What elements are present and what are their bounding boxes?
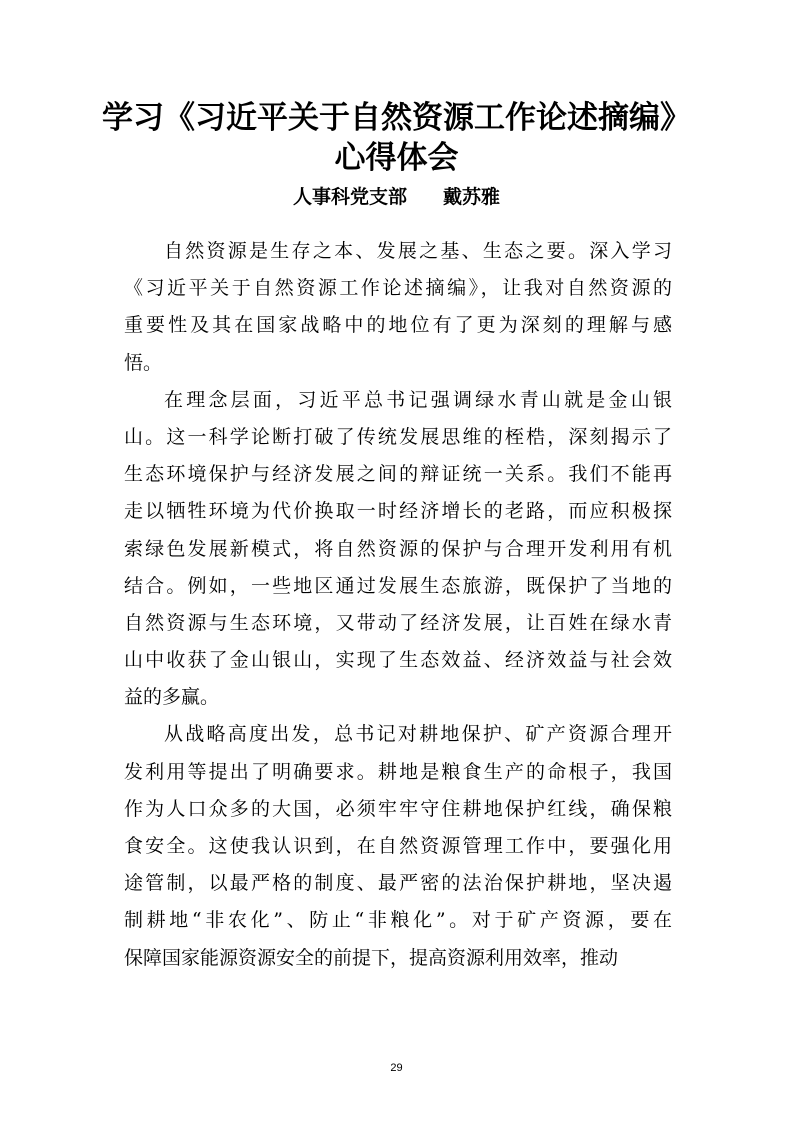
paragraph-line: 益的多赢。	[124, 686, 220, 709]
title-line-1: 学习《习近平关于自然资源工作论述摘编》	[102, 100, 691, 136]
paragraph-line: 制耕地“非农化”、防止“非粮化”。对于矿产资源，要在	[124, 909, 672, 932]
byline-department: 人事科党支部	[292, 186, 407, 208]
paragraph-line: 山。这一科学论断打破了传统发展思维的桎梏，深刻揭示了	[124, 425, 672, 448]
paragraph-line: 索绿色发展新模式，将自然资源的保护与合理开发利用有机	[124, 537, 672, 560]
paragraph-line: 生态环境保护与经济发展之间的辩证统一关系。我们不能再	[124, 463, 672, 486]
paragraph-line: 发利用等提出了明确要求。耕地是粮食生产的命根子，我国	[124, 760, 672, 783]
paragraph-line: 山中收获了金山银山，实现了生态效益、经济效益与社会效	[124, 649, 672, 672]
paragraph-line: 在理念层面，习近平总书记强调绿水青山就是金山银	[164, 388, 672, 411]
paragraph-line: 食安全。这使我认识到，在自然资源管理工作中，要强化用	[124, 835, 672, 857]
byline-author: 戴苏雅	[443, 186, 501, 208]
paragraph-line: 从战略高度出发，总书记对耕地保护、矿产资源合理开	[164, 723, 672, 746]
page-number: 29	[390, 1062, 403, 1074]
paragraph-line: 自然资源是生存之本、发展之基、生态之要。深入学习	[164, 240, 672, 262]
article-body	[124, 233, 672, 977]
paragraph-line: 结合。例如，一些地区通过发展生态旅游，既保护了当地的	[124, 574, 672, 597]
paragraph-line: 作为人口众多的大国，必须牢牢守住耕地保护红线，确保粮	[124, 797, 672, 820]
paragraph-line: 《习近平关于自然资源工作论述摘编》，让我对自然资源的	[124, 277, 672, 300]
paragraph-line: 途管制，以最严格的制度、最严密的法治保护耕地，坚决遏	[124, 872, 672, 895]
paragraph-line: 自然资源与生态环境，又带动了经济发展，让百姓在绿水青	[124, 611, 672, 634]
paragraph-line: 重要性及其在国家战略中的地位有了更为深刻的理解与感	[124, 314, 672, 337]
byline	[60, 184, 733, 210]
paragraph-line: 保障国家能源资源安全的前提下，提高资源利用效率，推动	[124, 946, 619, 969]
paragraph-line: 走以牺牲环境为代价换取一时经济增长的老路，而应积极探	[124, 500, 672, 523]
title-line-2: 心得体会	[334, 140, 459, 176]
paragraph-line: 悟。	[124, 351, 163, 374]
